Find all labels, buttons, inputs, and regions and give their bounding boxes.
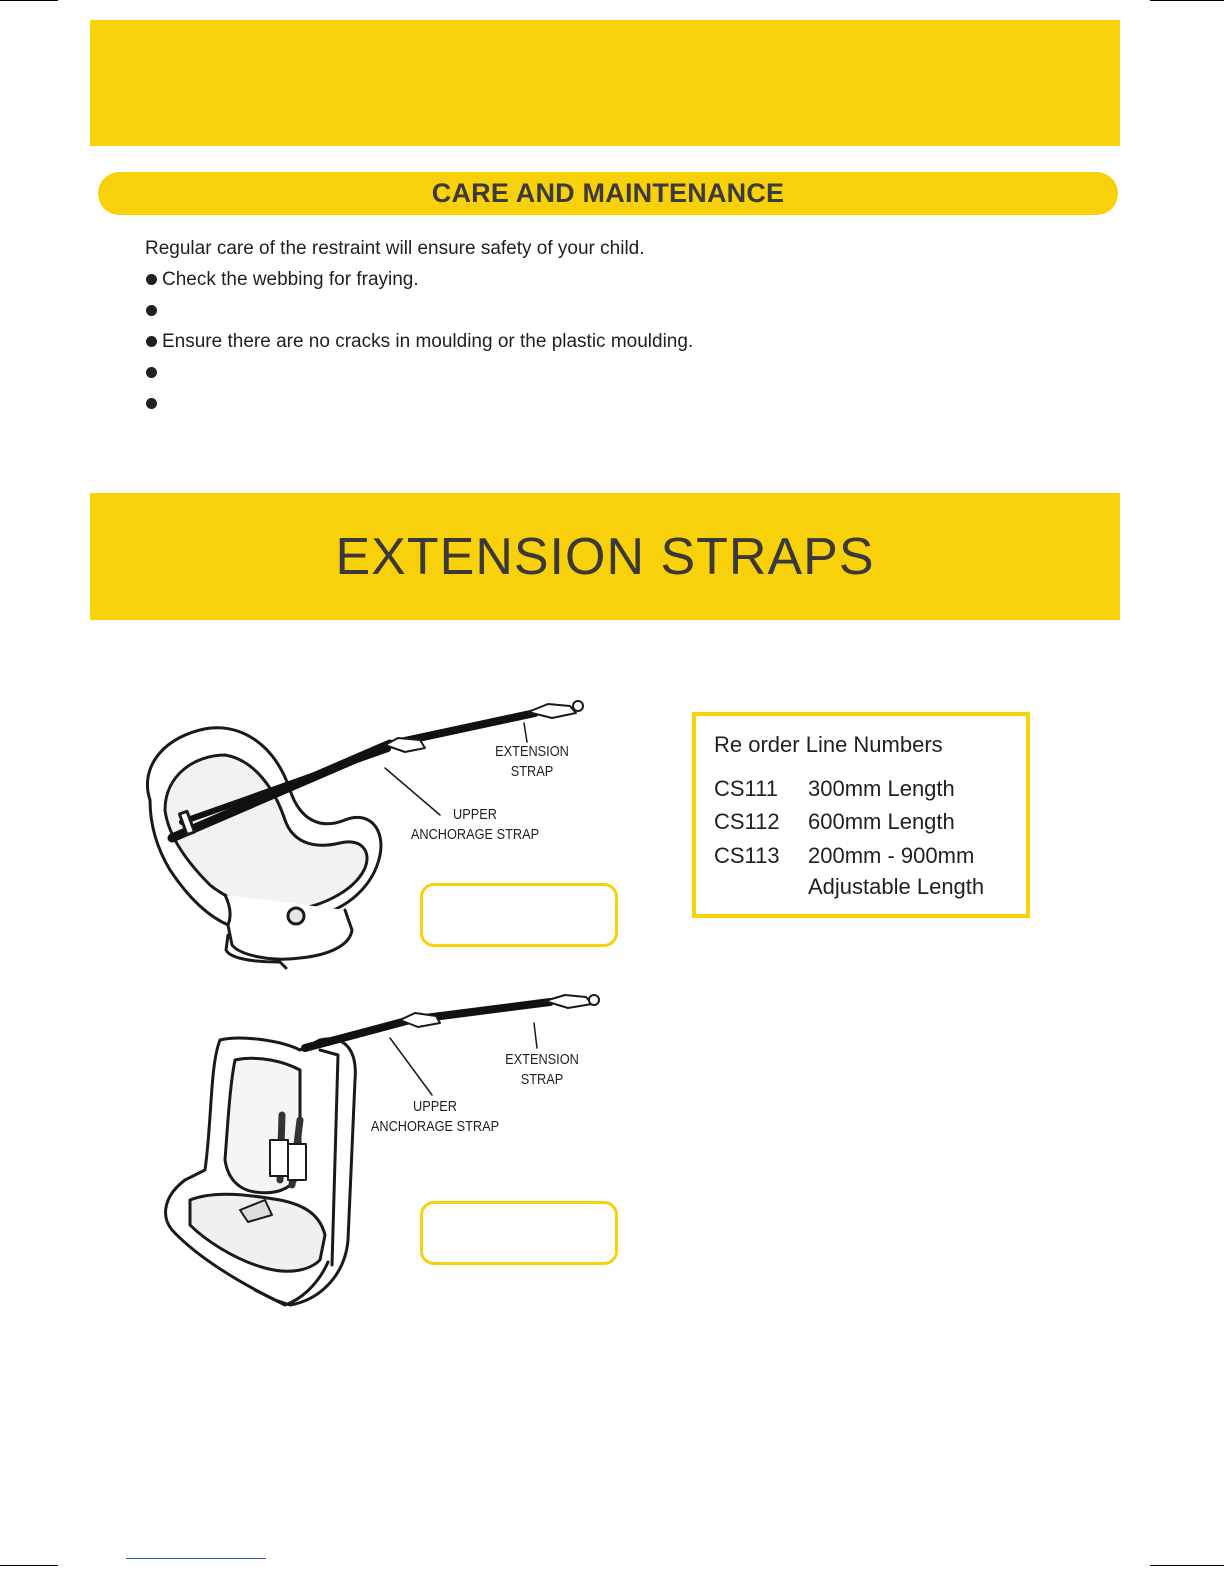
reorder-numbers-box	[692, 712, 1030, 918]
list-item: Ensure there are no cracks in moulding or the plastic moulding.	[145, 326, 693, 357]
list-item: CS111 300mm Length	[714, 776, 955, 801]
footer-rule	[126, 1558, 266, 1559]
reorder-heading: Re order Line Numbers	[714, 732, 943, 757]
list-item: CS112 600mm Length	[714, 809, 955, 834]
extension-strap-label: EXTENSION STRAP	[495, 743, 569, 780]
empty-label-box	[420, 883, 618, 947]
list-item: Adjustable Length	[808, 874, 985, 899]
extension-strap-label: EXTENSION STRAP	[505, 1051, 579, 1088]
upper-anchorage-strap-label: UPPER ANCHORAGE STRAP	[410, 806, 540, 843]
list-item: CS113 200mm - 900mm	[714, 843, 975, 868]
upper-anchorage-strap-label: UPPER ANCHORAGE STRAP	[370, 1098, 500, 1135]
list-item: Check the webbing for fraying.	[145, 264, 693, 295]
extension-title: EXTENSION STRAPS	[335, 527, 875, 586]
empty-label-box	[420, 1201, 618, 1265]
care-intro: Regular care of the restraint will ensure safety of your child.	[145, 238, 645, 259]
care-title: CARE AND MAINTENANCE	[431, 178, 785, 208]
